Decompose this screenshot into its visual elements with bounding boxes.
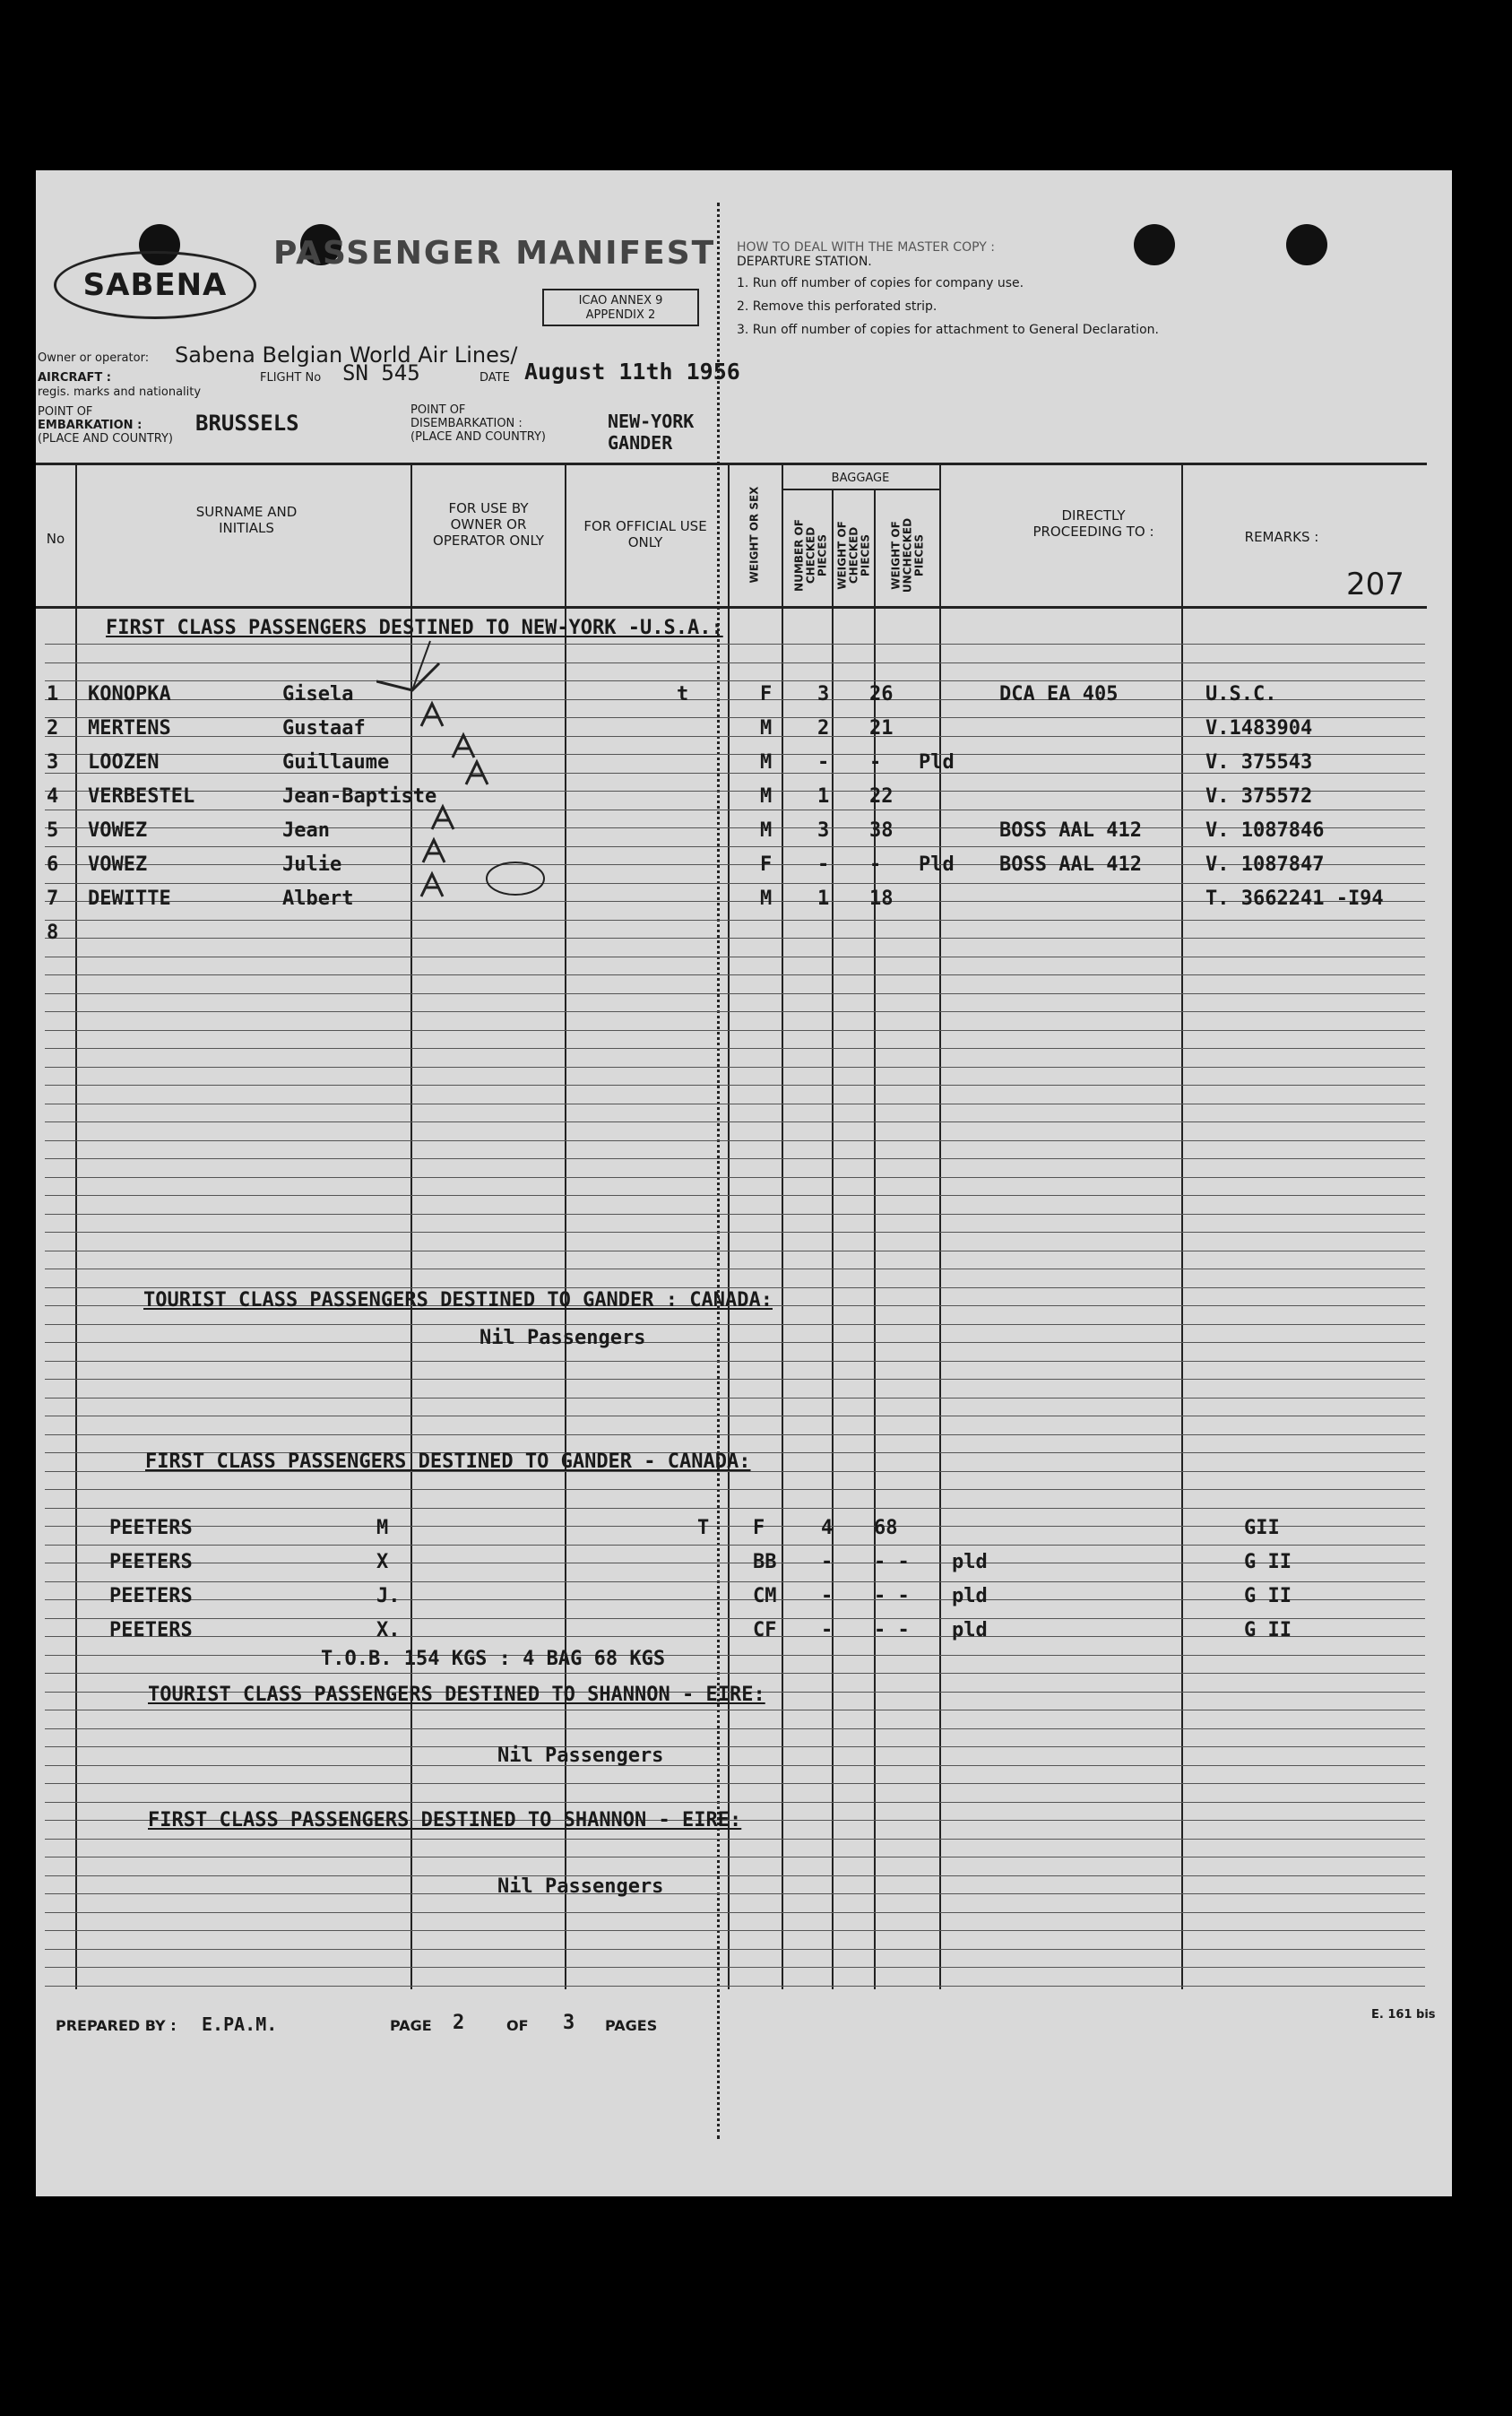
checked-weight: -: [869, 751, 882, 774]
row-rule: [45, 1802, 1425, 1803]
passenger-first-name: Jean: [282, 819, 330, 842]
nil-passengers-tourist-shannon: Nil Passengers: [497, 1745, 664, 1767]
passenger-surname: KONOPKA: [88, 683, 171, 706]
checked-weight: 68: [874, 1517, 898, 1539]
remarks: V. 1087847: [1205, 853, 1325, 876]
nil-passengers-first-shannon: Nil Passengers: [497, 1875, 664, 1898]
passenger-first-name: Jean-Baptiste: [282, 785, 437, 808]
col-header-owner: FOR USE BY OWNER OR OPERATOR ONLY: [433, 500, 544, 549]
row-rule: [45, 1986, 1425, 1987]
passenger-first-name: Gisela: [282, 683, 354, 706]
table-row: [36, 748, 1447, 780]
nil-passengers-tourist-gander: Nil Passengers: [480, 1327, 646, 1349]
row-rule: [45, 1434, 1425, 1435]
baggage-rule: [782, 489, 939, 490]
remarks: U.S.C.: [1205, 683, 1277, 706]
row-rule: [45, 1048, 1425, 1049]
remarks: G II: [1244, 1551, 1292, 1573]
section-heading-ny: FIRST CLASS PASSENGERS DESTINED TO NEW-YORK -U.S.A.:: [106, 617, 723, 639]
remarks: T. 3662241 -I94: [1205, 888, 1384, 910]
col-header-no: No: [46, 531, 65, 547]
passenger-initial: J.: [376, 1585, 401, 1607]
remarks: V. 375572: [1205, 785, 1313, 808]
row-rule: [45, 1342, 1425, 1343]
row-rule: [45, 1949, 1425, 1950]
passenger-initial: M: [376, 1517, 389, 1539]
table-row: [36, 1513, 1447, 1546]
embark-label: POINT OF EMBARKATION : (PLACE AND COUNTRY): [38, 405, 174, 446]
remarks: GII: [1244, 1517, 1280, 1539]
unchecked-weight: pld: [952, 1585, 988, 1607]
table-row: [36, 884, 1447, 916]
section-heading-first-gander: FIRST CLASS PASSENGERS DESTINED TO GANDER - CANADA:: [145, 1450, 751, 1473]
checked-weight: 38: [869, 819, 894, 842]
row-rule: [45, 1361, 1425, 1362]
row-rule: [45, 1930, 1425, 1931]
handwritten-checkmarks: [376, 628, 574, 914]
owner-label: Owner or operator:: [38, 351, 150, 365]
passenger-surname: VOWEZ: [88, 853, 148, 876]
passenger-number: 2: [47, 717, 59, 740]
col-header-official: FOR OFFICIAL USE ONLY: [583, 518, 707, 550]
table-row: [36, 714, 1447, 746]
unchecked-weight: Pld: [919, 853, 955, 876]
passenger-number: 8: [47, 922, 59, 944]
row-rule: [45, 662, 1425, 663]
col-header-weight-checked: WEIGHT OF CHECKED PIECES: [835, 521, 872, 590]
passenger-sex: M: [760, 717, 773, 740]
proceeding-to: BOSS AAL 412: [999, 819, 1142, 842]
passenger-surname: PEETERS: [109, 1517, 193, 1539]
pages-label: PAGES: [605, 2017, 658, 2034]
row-rule: [45, 1140, 1425, 1141]
row-rule: [45, 1912, 1425, 1913]
unchecked-weight: Pld: [919, 751, 955, 774]
proceeding-to: DCA EA 405: [999, 683, 1119, 706]
passenger-sex: F: [760, 683, 773, 706]
aircraft-sub: regis. marks and nationality: [38, 385, 202, 399]
row-rule: [45, 1967, 1425, 1968]
col-header-surname: SURNAME AND INITIALS: [195, 504, 298, 536]
table-header-rule: [36, 606, 1427, 609]
passenger-sex: CM: [753, 1585, 777, 1607]
table-row: [36, 782, 1447, 814]
row-rule: [45, 1011, 1425, 1012]
row-rule: [45, 1214, 1425, 1215]
row-rule: [45, 1121, 1425, 1122]
checked-pieces: 1: [817, 785, 830, 808]
passenger-number: 3: [47, 751, 59, 774]
row-rule: [45, 1287, 1425, 1288]
table-row: [36, 1615, 1447, 1648]
checked-weight: - -: [874, 1585, 910, 1607]
proceeding-to: BOSS AAL 412: [999, 853, 1142, 876]
row-rule: [45, 1489, 1425, 1490]
passenger-sex: M: [760, 785, 773, 808]
checked-weight: 21: [869, 717, 894, 740]
owner-value: Sabena Belgian World Air Lines/: [175, 342, 518, 368]
remarks: G II: [1244, 1619, 1292, 1641]
unchecked-weight: pld: [952, 1619, 988, 1641]
passenger-initial: X.: [376, 1619, 401, 1641]
col-header-weight-sex: WEIGHT OR SEX: [747, 486, 761, 584]
checked-pieces: -: [821, 1551, 834, 1573]
section-heading-first-shannon: FIRST CLASS PASSENGERS DESTINED TO SHANNON - EIRE:: [148, 1809, 742, 1831]
row-rule: [45, 1379, 1425, 1380]
row-rule: [45, 1324, 1425, 1325]
checked-weight: -: [869, 853, 882, 876]
checked-pieces: -: [817, 751, 830, 774]
table-row: [36, 816, 1447, 848]
passenger-surname: PEETERS: [109, 1619, 193, 1641]
sabena-logo: SABENA: [54, 251, 256, 319]
section-heading-tourist-shannon: TOURIST CLASS PASSENGERS DESTINED TO SHANNON - EIRE:: [148, 1684, 765, 1706]
aircraft-label: AIRCRAFT :: [38, 371, 111, 385]
col-header-num-checked: NUMBER OF CHECKED PIECES: [792, 519, 829, 592]
checked-weight: 18: [869, 888, 894, 910]
remarks: V. 1087846: [1205, 819, 1325, 842]
date-value: August 11th 1956: [524, 359, 740, 385]
checked-weight: - -: [874, 1551, 910, 1573]
table-top-rule: [36, 463, 1427, 465]
unchecked-weight: pld: [952, 1551, 988, 1573]
remarks: V.1483904: [1205, 717, 1313, 740]
passenger-surname: DEWITTE: [88, 888, 171, 910]
passenger-number: 6: [47, 853, 59, 876]
flight-value: SN 545: [342, 360, 420, 385]
passenger-sex: M: [760, 751, 773, 774]
passenger-surname: VOWEZ: [88, 819, 148, 842]
flight-label: FLIGHT No: [260, 371, 322, 385]
checked-weight: 22: [869, 785, 894, 808]
passenger-sex: M: [760, 819, 773, 842]
disembark-value: NEW-YORK GANDER: [608, 411, 695, 454]
table-row: [36, 680, 1447, 712]
passenger-surname: LOOZEN: [88, 751, 160, 774]
row-rule: [45, 1839, 1425, 1840]
checked-pieces: 2: [817, 717, 830, 740]
checked-pieces: -: [821, 1585, 834, 1607]
row-rule: [45, 1030, 1425, 1031]
row-rule: [45, 1875, 1425, 1876]
form-code: E. 161 bis: [1371, 2008, 1436, 2022]
remarks: G II: [1244, 1585, 1292, 1607]
passenger-first-name: Julie: [282, 853, 342, 876]
passenger-number: 1: [47, 683, 59, 706]
col-header-remarks: REMARKS :: [1244, 529, 1319, 545]
checked-pieces: 3: [817, 683, 830, 706]
col-header-weight-unchecked: WEIGHT OF UNCHECKED PIECES: [889, 517, 926, 593]
embark-value: BRUSSELS: [195, 411, 299, 436]
row-rule: [45, 1177, 1425, 1178]
row-rule: [45, 1746, 1425, 1747]
page-label: PAGE: [390, 2017, 432, 2034]
row-rule: [45, 1195, 1425, 1196]
row-rule: [45, 993, 1425, 994]
passenger-number: 4: [47, 785, 59, 808]
checked-pieces: 3: [817, 819, 830, 842]
row-rule: [45, 1728, 1425, 1729]
row-rule: [45, 1893, 1425, 1894]
remarks: V. 375543: [1205, 751, 1313, 774]
checked-weight: 26: [869, 683, 894, 706]
checked-pieces: -: [817, 853, 830, 876]
row-rule: [45, 644, 1425, 645]
prepared-by-label: PREPARED BY :: [56, 2017, 177, 2034]
passenger-sex: F: [753, 1517, 765, 1539]
instructions: HOW TO DEAL WITH THE MASTER COPY : DEPARTURE STATION. 1. Run off number of copies for company use. 2. Remove this perforated strip. 3. Run off number of copies for attachment to General Declaration.: [737, 240, 1159, 337]
official-mark: T: [697, 1517, 710, 1539]
row-rule: [45, 1655, 1425, 1656]
date-label: DATE: [480, 371, 510, 385]
table-row: [36, 918, 1447, 950]
checked-pieces: 1: [817, 888, 830, 910]
passenger-initial: X: [376, 1551, 389, 1573]
disembark-label: POINT OF DISEMBARKATION : (PLACE AND COUNTRY): [410, 403, 547, 444]
table-row: [36, 1581, 1447, 1614]
icao-annex-box: ICAO ANNEX 9 APPENDIX 2: [542, 289, 699, 326]
col-header-baggage: BAGGAGE: [831, 472, 890, 485]
section-heading-tourist-gander: TOURIST CLASS PASSENGERS DESTINED TO GANDER : CANADA:: [143, 1289, 773, 1312]
row-rule: [45, 974, 1425, 975]
passenger-number: 5: [47, 819, 59, 842]
passenger-sex: BB: [753, 1551, 777, 1573]
passenger-sex: F: [760, 853, 773, 876]
passenger-surname: PEETERS: [109, 1585, 193, 1607]
row-rule: [45, 1085, 1425, 1086]
col-header-directly: DIRECTLY PROCEEDING TO :: [1032, 507, 1154, 540]
perforation-line: [717, 203, 720, 2139]
totals-line: T.O.B. 154 KGS : 4 BAG 68 KGS: [321, 1648, 666, 1670]
passenger-first-name: Gustaaf: [282, 717, 366, 740]
row-rule: [45, 1783, 1425, 1784]
passenger-sex: CF: [753, 1619, 777, 1641]
table-row: [36, 850, 1447, 882]
page-stamp-number: 207: [1346, 567, 1404, 602]
page-title: PASSENGER MANIFEST: [273, 235, 716, 272]
passenger-sex: M: [760, 888, 773, 910]
passenger-surname: VERBESTEL: [88, 785, 195, 808]
checked-pieces: 4: [821, 1517, 834, 1539]
row-rule: [45, 1067, 1425, 1068]
prepared-by-value: E.PA.M.: [202, 2013, 278, 2035]
passenger-number: 7: [47, 888, 59, 910]
table-row: [36, 1547, 1447, 1580]
passenger-first-name: Albert: [282, 888, 354, 910]
manifest-sheet: [36, 170, 1452, 2196]
row-rule: [45, 1673, 1425, 1674]
checked-pieces: -: [821, 1619, 834, 1641]
row-rule: [45, 1158, 1425, 1159]
page-value: 2: [453, 2012, 465, 2034]
row-rule: [45, 1232, 1425, 1233]
passenger-first-name: Guillaume: [282, 751, 390, 774]
passenger-surname: MERTENS: [88, 717, 171, 740]
of-label: OF: [506, 2017, 529, 2034]
of-value: 3: [563, 2012, 575, 2034]
checked-weight: - -: [874, 1619, 910, 1641]
row-rule: [45, 1398, 1425, 1399]
official-mark: t: [677, 683, 689, 706]
row-rule: [45, 1765, 1425, 1766]
row-rule: [45, 1508, 1425, 1509]
passenger-surname: PEETERS: [109, 1551, 193, 1573]
